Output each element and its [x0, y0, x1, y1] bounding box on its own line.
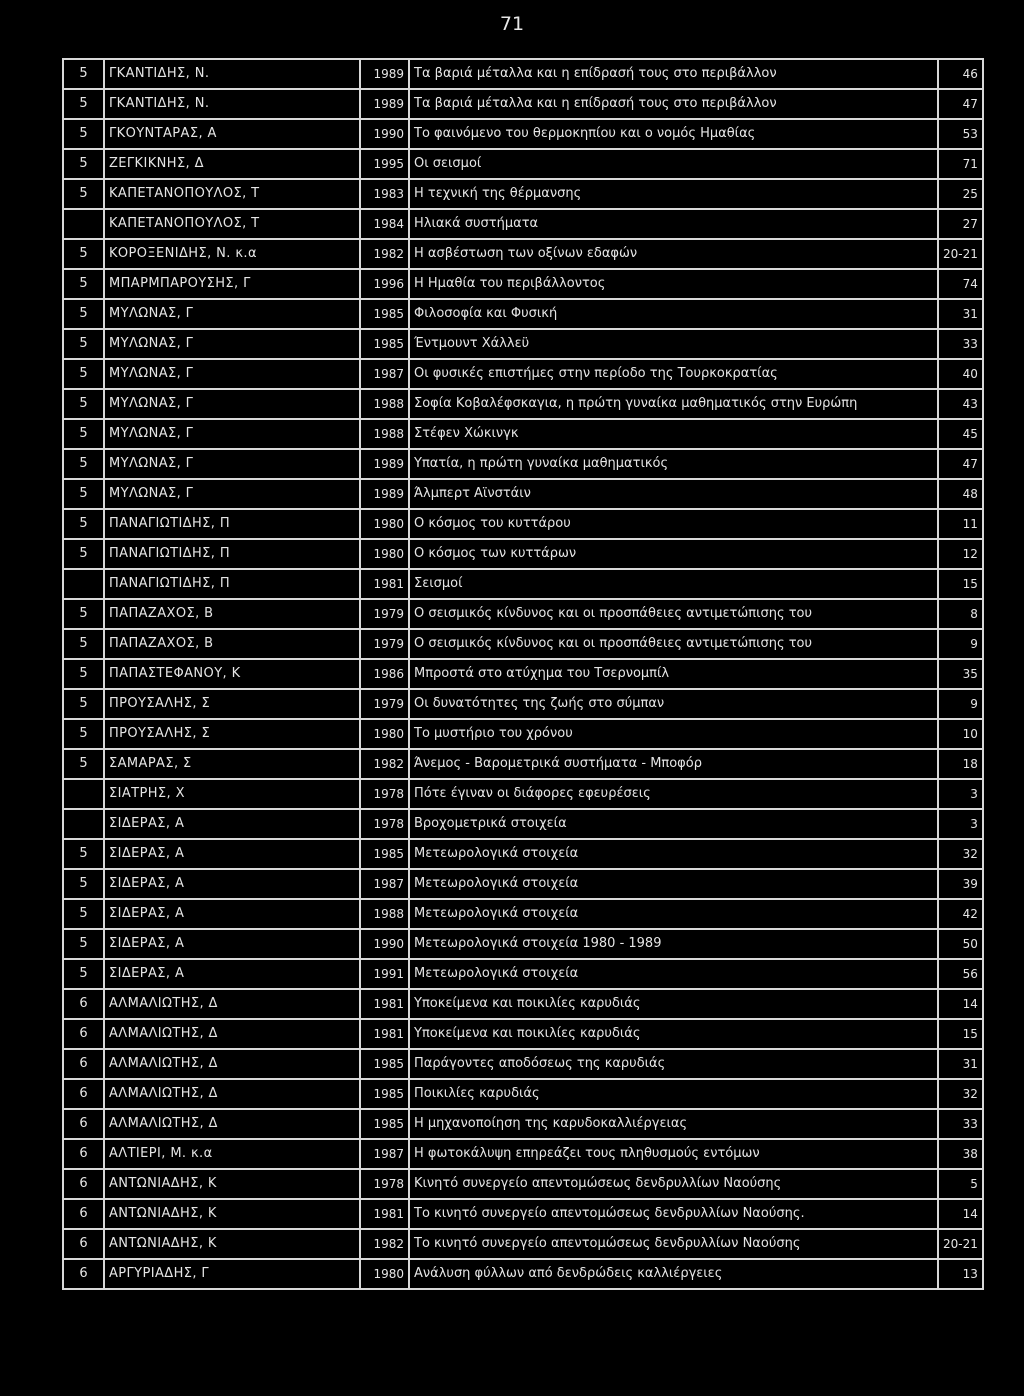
title-cell: Φιλοσοφία και Φυσική — [409, 299, 938, 329]
year-cell: 1981 — [360, 1199, 409, 1229]
title-cell: Βροχομετρικά στοιχεία — [409, 809, 938, 839]
page-cell: 35 — [938, 659, 983, 689]
table-row — [63, 209, 983, 239]
section-number-cell: 5 — [63, 629, 104, 659]
section-number-cell: 6 — [63, 1019, 104, 1049]
year-cell: 1985 — [360, 839, 409, 869]
year-cell: 1984 — [360, 209, 409, 239]
section-number-cell: 5 — [63, 509, 104, 539]
table-row — [63, 929, 983, 959]
table-row — [63, 449, 983, 479]
page-cell: 20-21 — [938, 1229, 983, 1259]
page-cell: 10 — [938, 719, 983, 749]
year-cell: 1991 — [360, 959, 409, 989]
table-row — [63, 599, 983, 629]
section-number-cell: 6 — [63, 1079, 104, 1109]
section-number-cell: 5 — [63, 959, 104, 989]
year-cell: 1988 — [360, 419, 409, 449]
section-number-cell: 5 — [63, 899, 104, 929]
page-number: 71 — [499, 13, 525, 35]
author-cell: ΜΥΛΩΝΑΣ, Γ — [104, 299, 360, 329]
page-cell: 27 — [938, 209, 983, 239]
year-cell: 1987 — [360, 359, 409, 389]
year-cell: 1986 — [360, 659, 409, 689]
table-row — [63, 59, 983, 89]
table-row — [63, 659, 983, 689]
page-cell: 18 — [938, 749, 983, 779]
author-cell: ΑΝΤΩΝΙΑΔΗΣ, Κ — [104, 1199, 360, 1229]
page-cell: 11 — [938, 509, 983, 539]
author-cell: ΣΙΔΕΡΑΣ, Α — [104, 869, 360, 899]
author-cell: ΓΚΟΥΝΤΑΡΑΣ, Α — [104, 119, 360, 149]
table-row — [63, 389, 983, 419]
author-cell: ΣΙΔΕΡΑΣ, Α — [104, 899, 360, 929]
year-cell: 1990 — [360, 119, 409, 149]
author-cell: ΑΛΤΙΕΡΙ, Μ. κ.α — [104, 1139, 360, 1169]
section-number-cell: 6 — [63, 1229, 104, 1259]
page-cell: 47 — [938, 89, 983, 119]
title-cell: Ανάλυση φύλλων από δενδρώδεις καλλιέργειες — [409, 1259, 938, 1289]
page-cell: 45 — [938, 419, 983, 449]
section-number-cell: 5 — [63, 389, 104, 419]
page-cell: 40 — [938, 359, 983, 389]
author-cell: ΣΙΔΕΡΑΣ, Α — [104, 959, 360, 989]
section-number-cell — [63, 779, 104, 809]
table-row — [63, 1109, 983, 1139]
title-cell: Ηλιακά συστήματα — [409, 209, 938, 239]
year-cell: 1989 — [360, 449, 409, 479]
page-cell: 39 — [938, 869, 983, 899]
page-cell: 42 — [938, 899, 983, 929]
table-row — [63, 1139, 983, 1169]
title-cell: Κινητό συνεργείο απεντομώσεως δενδρυλλίων Ναούσης — [409, 1169, 938, 1199]
page-cell: 12 — [938, 539, 983, 569]
year-cell: 1995 — [360, 149, 409, 179]
page-cell: 3 — [938, 779, 983, 809]
author-cell: ΠΑΠΑΖΑΧΟΣ, Β — [104, 629, 360, 659]
author-cell: ΜΥΛΩΝΑΣ, Γ — [104, 479, 360, 509]
year-cell: 1981 — [360, 1019, 409, 1049]
section-number-cell: 6 — [63, 989, 104, 1019]
title-cell: Υποκείμενα και ποικιλίες καρυδιάς — [409, 989, 938, 1019]
author-cell: ΜΥΛΩΝΑΣ, Γ — [104, 359, 360, 389]
author-cell: ΚΟΡΟΞΕΝΙΔΗΣ, Ν. κ.α — [104, 239, 360, 269]
year-cell: 1980 — [360, 509, 409, 539]
section-number-cell: 5 — [63, 59, 104, 89]
title-cell: Οι σεισμοί — [409, 149, 938, 179]
page-cell: 31 — [938, 299, 983, 329]
table-row — [63, 89, 983, 119]
section-number-cell: 6 — [63, 1109, 104, 1139]
title-cell: Ο σεισμικός κίνδυνος και οι προσπάθειες αντιμετώπισης του — [409, 629, 938, 659]
section-number-cell: 5 — [63, 449, 104, 479]
page-cell: 9 — [938, 689, 983, 719]
year-cell: 1989 — [360, 89, 409, 119]
year-cell: 1988 — [360, 899, 409, 929]
table-row — [63, 779, 983, 809]
year-cell: 1985 — [360, 1079, 409, 1109]
section-number-cell: 6 — [63, 1199, 104, 1229]
section-number-cell: 5 — [63, 749, 104, 779]
author-cell: ΑΛΜΑΛΙΩΤΗΣ, Δ — [104, 1049, 360, 1079]
table-row — [63, 959, 983, 989]
author-cell: ΓΚΑΝΤΙΔΗΣ, Ν. — [104, 59, 360, 89]
author-cell: ΜΥΛΩΝΑΣ, Γ — [104, 419, 360, 449]
year-cell: 1985 — [360, 1049, 409, 1079]
section-number-cell: 5 — [63, 269, 104, 299]
year-cell: 1981 — [360, 989, 409, 1019]
table-row — [63, 539, 983, 569]
page-cell: 31 — [938, 1049, 983, 1079]
section-number-cell: 5 — [63, 149, 104, 179]
author-cell: ΠΑΝΑΓΙΩΤΙΔΗΣ, Π — [104, 569, 360, 599]
page-cell: 50 — [938, 929, 983, 959]
title-cell: Τα βαριά μέταλλα και η επίδρασή τους στο περιβάλλον — [409, 59, 938, 89]
title-cell: Ο σεισμικός κίνδυνος και οι προσπάθειες αντιμετώπισης του — [409, 599, 938, 629]
author-cell: ΚΑΠΕΤΑΝΟΠΟΥΛΟΣ, Τ — [104, 179, 360, 209]
table-row — [63, 149, 983, 179]
year-cell: 1979 — [360, 689, 409, 719]
year-cell: 1979 — [360, 629, 409, 659]
page-cell: 15 — [938, 1019, 983, 1049]
title-cell: Πότε έγιναν οι διάφορες εφευρέσεις — [409, 779, 938, 809]
section-number-cell: 5 — [63, 539, 104, 569]
author-cell: ΑΛΜΑΛΙΩΤΗΣ, Δ — [104, 1019, 360, 1049]
page-cell: 15 — [938, 569, 983, 599]
section-number-cell: 5 — [63, 659, 104, 689]
year-cell: 1980 — [360, 539, 409, 569]
year-cell: 1989 — [360, 479, 409, 509]
section-number-cell: 6 — [63, 1259, 104, 1289]
title-cell: Μετεωρολογικά στοιχεία — [409, 959, 938, 989]
year-cell: 1978 — [360, 779, 409, 809]
year-cell: 1989 — [360, 59, 409, 89]
table-row — [63, 1259, 983, 1289]
author-cell: ΣΙΔΕΡΑΣ, Α — [104, 839, 360, 869]
page-cell: 74 — [938, 269, 983, 299]
section-number-cell: 5 — [63, 479, 104, 509]
title-cell: Έντμουντ Χάλλεϋ — [409, 329, 938, 359]
year-cell: 1985 — [360, 299, 409, 329]
table-row — [63, 419, 983, 449]
author-cell: ΚΑΠΕΤΑΝΟΠΟΥΛΟΣ, Τ — [104, 209, 360, 239]
author-cell: ΜΠΑΡΜΠΑΡΟΥΣΗΣ, Γ — [104, 269, 360, 299]
author-cell: ΑΛΜΑΛΙΩΤΗΣ, Δ — [104, 1109, 360, 1139]
title-cell: Υποκείμενα και ποικιλίες καρυδιάς — [409, 1019, 938, 1049]
year-cell: 1980 — [360, 719, 409, 749]
table-row — [63, 299, 983, 329]
author-cell: ΣΑΜΑΡΑΣ, Σ — [104, 749, 360, 779]
section-number-cell: 5 — [63, 299, 104, 329]
year-cell: 1979 — [360, 599, 409, 629]
table-row — [63, 1049, 983, 1079]
table-row — [63, 749, 983, 779]
page-cell: 5 — [938, 1169, 983, 1199]
page-cell: 47 — [938, 449, 983, 479]
title-cell: Μπροστά στο ατύχημα του Τσερνομπίλ — [409, 659, 938, 689]
index-table-body — [63, 59, 983, 1289]
section-number-cell: 5 — [63, 239, 104, 269]
table-row — [63, 359, 983, 389]
title-cell: Μετεωρολογικά στοιχεία 1980 - 1989 — [409, 929, 938, 959]
table-row — [63, 269, 983, 299]
section-number-cell: 6 — [63, 1049, 104, 1079]
year-cell: 1985 — [360, 329, 409, 359]
year-cell: 1982 — [360, 749, 409, 779]
section-number-cell — [63, 569, 104, 599]
section-number-cell: 5 — [63, 119, 104, 149]
page-cell: 56 — [938, 959, 983, 989]
title-cell: Τα βαριά μέταλλα και η επίδρασή τους στο περιβάλλον — [409, 89, 938, 119]
table-row — [63, 1229, 983, 1259]
title-cell: Άνεμος - Βαρομετρικά συστήματα - Μποφόρ — [409, 749, 938, 779]
year-cell: 1988 — [360, 389, 409, 419]
page-cell: 32 — [938, 839, 983, 869]
year-cell: 1987 — [360, 1139, 409, 1169]
author-cell: ΖΕΓΚΙΚΝΗΣ, Δ — [104, 149, 360, 179]
page-cell: 20-21 — [938, 239, 983, 269]
title-cell: Η μηχανοποίηση της καρυδοκαλλιέργειας — [409, 1109, 938, 1139]
author-cell: ΜΥΛΩΝΑΣ, Γ — [104, 389, 360, 419]
table-row — [63, 329, 983, 359]
section-number-cell: 5 — [63, 719, 104, 749]
author-cell: ΠΡΟΥΣΑΛΗΣ, Σ — [104, 689, 360, 719]
section-number-cell: 5 — [63, 929, 104, 959]
year-cell: 1980 — [360, 1259, 409, 1289]
title-cell: Η Ημαθία του περιβάλλοντος — [409, 269, 938, 299]
table-row — [63, 689, 983, 719]
table-row — [63, 509, 983, 539]
page-cell: 71 — [938, 149, 983, 179]
title-cell: Ο κόσμος του κυττάρου — [409, 509, 938, 539]
title-cell: Ο κόσμος των κυττάρων — [409, 539, 938, 569]
section-number-cell: 5 — [63, 839, 104, 869]
title-cell: Η ασβέστωση των οξίνων εδαφών — [409, 239, 938, 269]
author-cell: ΑΛΜΑΛΙΩΤΗΣ, Δ — [104, 989, 360, 1019]
year-cell: 1978 — [360, 1169, 409, 1199]
author-cell: ΠΑΠΑΣΤΕΦΑΝΟΥ, Κ — [104, 659, 360, 689]
year-cell: 1982 — [360, 239, 409, 269]
author-cell: ΠΑΝΑΓΙΩΤΙΔΗΣ, Π — [104, 509, 360, 539]
author-cell: ΣΙΔΕΡΑΣ, Α — [104, 809, 360, 839]
author-cell: ΑΝΤΩΝΙΑΔΗΣ, Κ — [104, 1229, 360, 1259]
title-cell: Το μυστήριο του χρόνου — [409, 719, 938, 749]
table-row — [63, 899, 983, 929]
title-cell: Σεισμοί — [409, 569, 938, 599]
author-cell: ΠΡΟΥΣΑΛΗΣ, Σ — [104, 719, 360, 749]
page-cell: 13 — [938, 1259, 983, 1289]
year-cell: 1983 — [360, 179, 409, 209]
section-number-cell: 5 — [63, 89, 104, 119]
page-cell: 14 — [938, 989, 983, 1019]
author-cell: ΑΡΓΥΡΙΑΔΗΣ, Γ — [104, 1259, 360, 1289]
year-cell: 1990 — [360, 929, 409, 959]
title-cell: Μετεωρολογικά στοιχεία — [409, 839, 938, 869]
title-cell: Το φαινόμενο του θερμοκηπίου και ο νομός Ημαθίας — [409, 119, 938, 149]
section-number-cell: 6 — [63, 1139, 104, 1169]
section-number-cell — [63, 209, 104, 239]
title-cell: Το κινητό συνεργείο απεντομώσεως δενδρυλλίων Ναούσης. — [409, 1199, 938, 1229]
author-cell: ΑΝΤΩΝΙΑΔΗΣ, Κ — [104, 1169, 360, 1199]
author-cell: ΜΥΛΩΝΑΣ, Γ — [104, 449, 360, 479]
section-number-cell: 5 — [63, 689, 104, 719]
year-cell: 1982 — [360, 1229, 409, 1259]
page-cell: 9 — [938, 629, 983, 659]
index-table — [62, 58, 984, 1290]
table-row — [63, 809, 983, 839]
table-row — [63, 839, 983, 869]
section-number-cell: 5 — [63, 179, 104, 209]
section-number-cell: 5 — [63, 359, 104, 389]
author-cell: ΠΑΝΑΓΙΩΤΙΔΗΣ, Π — [104, 539, 360, 569]
table-row — [63, 989, 983, 1019]
section-number-cell: 5 — [63, 869, 104, 899]
author-cell: ΜΥΛΩΝΑΣ, Γ — [104, 329, 360, 359]
author-cell: ΓΚΑΝΤΙΔΗΣ, Ν. — [104, 89, 360, 119]
title-cell: Μετεωρολογικά στοιχεία — [409, 869, 938, 899]
title-cell: Μετεωρολογικά στοιχεία — [409, 899, 938, 929]
page-cell: 14 — [938, 1199, 983, 1229]
title-cell: Ποικιλίες καρυδιάς — [409, 1079, 938, 1109]
title-cell: Στέφεν Χώκινγκ — [409, 419, 938, 449]
page-cell: 46 — [938, 59, 983, 89]
author-cell: ΣΙΑΤΡΗΣ, Χ — [104, 779, 360, 809]
table-row — [63, 869, 983, 899]
title-cell: Η φωτοκάλυψη επηρεάζει τους πληθυσμούς εντόμων — [409, 1139, 938, 1169]
author-cell: ΣΙΔΕΡΑΣ, Α — [104, 929, 360, 959]
year-cell: 1996 — [360, 269, 409, 299]
title-cell: Η τεχνική της θέρμανσης — [409, 179, 938, 209]
year-cell: 1987 — [360, 869, 409, 899]
page-cell: 33 — [938, 329, 983, 359]
table-row — [63, 479, 983, 509]
author-cell: ΠΑΠΑΖΑΧΟΣ, Β — [104, 599, 360, 629]
title-cell: Σοφία Κοβαλέφσκαγια, η πρώτη γυναίκα μαθηματικός στην Ευρώπη — [409, 389, 938, 419]
page-cell: 38 — [938, 1139, 983, 1169]
title-cell: Οι δυνατότητες της ζωής στο σύμπαν — [409, 689, 938, 719]
page-cell: 25 — [938, 179, 983, 209]
table-row — [63, 1169, 983, 1199]
table-row — [63, 179, 983, 209]
table-row — [63, 1019, 983, 1049]
section-number-cell — [63, 809, 104, 839]
year-cell: 1981 — [360, 569, 409, 599]
page-cell: 48 — [938, 479, 983, 509]
table-row — [63, 1199, 983, 1229]
title-cell: Παράγοντες αποδόσεως της καρυδιάς — [409, 1049, 938, 1079]
title-cell: Άλμπερτ Αϊνστάιν — [409, 479, 938, 509]
section-number-cell: 6 — [63, 1169, 104, 1199]
title-cell: Οι φυσικές επιστήμες στην περίοδο της Τουρκοκρατίας — [409, 359, 938, 389]
page-cell: 53 — [938, 119, 983, 149]
title-cell: Το κινητό συνεργείο απεντομώσεως δενδρυλλίων Ναούσης — [409, 1229, 938, 1259]
year-cell: 1985 — [360, 1109, 409, 1139]
year-cell: 1978 — [360, 809, 409, 839]
index-table-container — [62, 58, 984, 1290]
section-number-cell: 5 — [63, 599, 104, 629]
table-row — [63, 629, 983, 659]
table-row — [63, 569, 983, 599]
title-cell: Υπατία, η πρώτη γυναίκα μαθηματικός — [409, 449, 938, 479]
section-number-cell: 5 — [63, 419, 104, 449]
table-row — [63, 1079, 983, 1109]
page-cell: 8 — [938, 599, 983, 629]
page-cell: 43 — [938, 389, 983, 419]
page-cell: 32 — [938, 1079, 983, 1109]
table-row — [63, 239, 983, 269]
author-cell: ΑΛΜΑΛΙΩΤΗΣ, Δ — [104, 1079, 360, 1109]
page-cell: 33 — [938, 1109, 983, 1139]
page-cell: 3 — [938, 809, 983, 839]
section-number-cell: 5 — [63, 329, 104, 359]
table-row — [63, 719, 983, 749]
table-row — [63, 119, 983, 149]
